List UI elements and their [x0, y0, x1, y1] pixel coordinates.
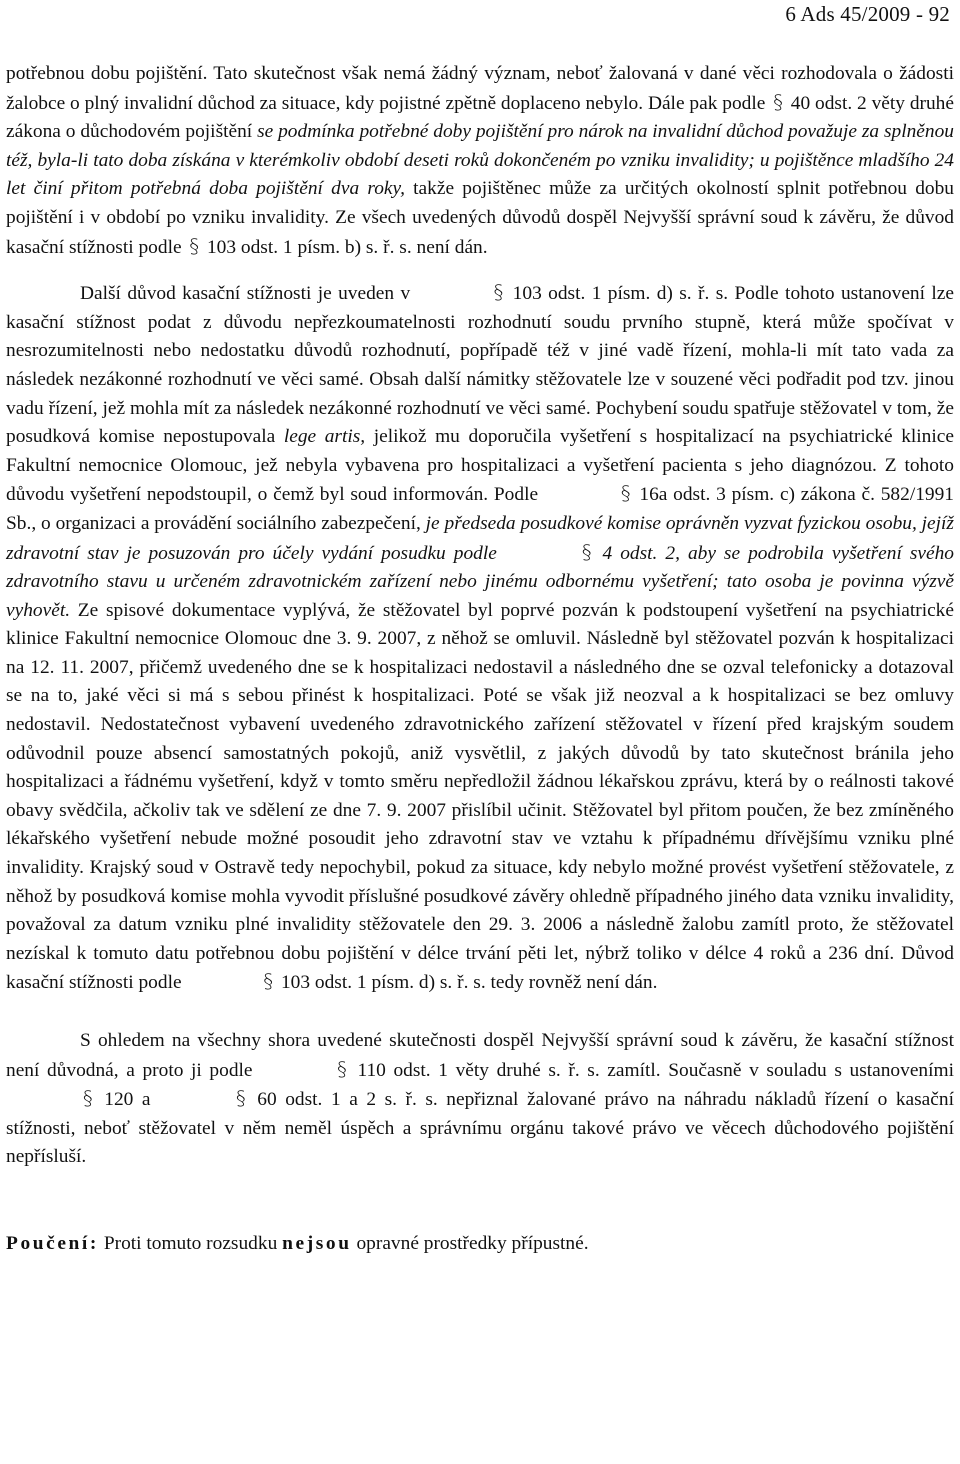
- text-run: jelikož mu doporučila vyšetření s hospitalizací na psychiatrické klinice Fakultní nemocnice Olomouc, jež nebyla vybavena pro hospitalizaci a vyšetření pacienta s jeho diagnózou. Z tohoto důvodu vyšetření nepodstoupil, o čemž byl soud informován. Podle: [6, 426, 954, 506]
- section-sign: §: [263, 970, 274, 994]
- section-sign: §: [337, 1057, 347, 1081]
- text-run: 40 odst. 2 věty druhé zákona o důchodovém pojištění: [6, 92, 954, 143]
- emphasis-word: nejsou: [282, 1232, 352, 1254]
- text-run: 16a odst. 3 písm. c) zákona č. 582/1991 Sb., o organizaci a provádění sociálního zabezpečení,: [6, 484, 954, 534]
- text-run: 120 a: [104, 1089, 151, 1111]
- text-run: Proti tomuto rozsudku: [103, 1232, 278, 1254]
- italic-term: lege artis,: [283, 426, 366, 448]
- paragraph-conclusion: [6, 1027, 954, 1172]
- case-reference: 6 Ads 45/2009 - 92: [785, 2, 950, 26]
- italic-quote: je předseda posudkové komise oprávněn vyzvat fyzickou osobu, jejíž zdravotní stav je posuzován pro účely vydání posudku podle: [6, 512, 954, 564]
- instruction-note: [6, 1230, 954, 1259]
- section-sign: §: [83, 1087, 93, 1111]
- italic-quote: 4 odst. 2, aby se podrobila vyšetření svého zdravotního stavu u určeném zdravotnickém zařízení nebo jinému odbornému vyšetření; tato osoba je povinna výzvě vyhovět.: [6, 542, 954, 621]
- text-run: takže pojištěnec může za určitých okolností splnit potřebnou dobu pojištění i v období po vzniku invalidity. Ze všech uvedených důvodů dospěl Nejvyšší správní soud k závěru, že důvod kasační stížnosti podle: [6, 178, 954, 258]
- text-run: Další důvod kasační stížnosti je uveden v: [80, 283, 411, 305]
- paragraph-pension-insurance: [6, 60, 954, 262]
- section-sign: §: [581, 540, 592, 564]
- paragraph-second-ground: [6, 279, 954, 998]
- section-sign: §: [620, 482, 631, 506]
- italic-quote: se podmínka potřebné doby pojištění pro nárok na invalidní důchod považuje za splněnou též, byla-li tato doba získána v kterémkoliv období deseti roků dokončeném po vzniku invalidity; u pojištěnce mladšího 24 let činí přitom potřebná doba pojištění dva roky,: [6, 121, 954, 200]
- document-body: [6, 60, 954, 1259]
- text-run: 103 odst. 1 písm. d) s. ř. s. tedy rovněž není dán.: [280, 972, 658, 994]
- section-sign: §: [236, 1087, 246, 1111]
- instruction-label: Poučení:: [6, 1232, 99, 1254]
- section-sign: §: [189, 234, 200, 258]
- text-run: S ohledem na všechny shora uvedené skutečnosti dospěl Nejvyšší správní soud k závěru, že kasační stížnost není důvodná, a proto ji podle: [6, 1030, 954, 1081]
- section-sign: §: [493, 281, 504, 305]
- section-sign: §: [773, 90, 783, 114]
- text-run: 103 odst. 1 písm. d) s. ř. s. Podle tohoto ustanovení lze kasační stížnost podat z důvodu nepřezkoumatelnosti rozhodnutí soudu prvního stupně, která může spočívat v nesrozumitelnosti nebo nedostatku důvodů rozhodnutí, popřípadě též v jiné vadě řízení, mohla-li mít tato vada za následek nezákonné rozhodnutí ve věci samé. Obsah další námitky stěžovatele lze v souzené věci podřadit pod tzv. jinou vadu řízení, jež mohla mít za následek nezákonné rozhodnutí ve věci samé. Pochybení soudu spatřuje stěžovatel v tom, že posudková komise nepostupovala: [6, 283, 954, 448]
- text-run: 60 odst. 1 a 2 s. ř. s. nepřiznal žalované právo na náhradu nákladů řízení o kasační stížnosti, neboť stěžovatel v něm neměl úspěch a správnímu orgánu takové právo ve věcech důchodového pojištění nepřísluší.: [6, 1089, 954, 1168]
- text-run: 110 odst. 1 věty druhé s. ř. s. zamítl. Současně v souladu s ustanoveními: [357, 1059, 954, 1081]
- text-run: potřebnou dobu pojištění. Tato skutečnost však nemá žádný význam, neboť žalovaná v dané věci rozhodovala o žádosti žalobce o plný invalidní důchod za situace, kdy pojistné zpětně doplaceno nebylo. Dále pak podle: [6, 63, 954, 114]
- text-run: Ze spisové dokumentace vyplývá, že stěžovatel byl poprvé pozván k podstoupení vyšetření na psychiatrické klinice Fakultní nemocnice Olomouc dne 3. 9. 2007, z něhož se omluvil. Následně byl stěžovatel pozván k hospitalizaci na 12. 11. 2007, přičemž uvedeného dne se k hospitalizaci nedostavil a následného dne se ozval telefonicky a dotazoval se na to, jaké věci si má s sebou přinést k hospitalizaci. Poté se však již neozval a k hospitalizaci se bez omluvy nedostavil. Nedostatečnost vybavení uvedeného zdravotnického zařízení stěžovatel v řízení před krajským soudem odůvodnil pouze absencí samostatných pokojů, aniž vysvětlil, z jakých důvodů by tato skutečnost bránila jeho hospitalizaci a řádnému vyšetření, když v tomto směru nepředložil žádnou lékařskou zprávu, která by o reálnosti takové obavy svědčila, ačkoliv tak ve sdělení ze dne 7. 9. 2007 přislíbil učinit. Stěžovatel byl přitom poučen, že bez zmíněného lékařského vyšetření nebude možné posoudit jeho zdravotní stav ve vztahu k případnému dřívějšímu vzniku plné invalidity. Krajský soud v Ostravě tedy nepochybil, pokud za situace, kdy nebylo možné provést vyšetření stěžovatele, z něhož by posudková komise mohla vyvodit příslušné posudkové závěry ohledně případného jiného data vzniku invalidity, považoval za datum vzniku plné invalidity stěžovatele den 29. 3. 2006 a následně žalobu zamítl proto, že stěžovatel nezískal k tomuto datu potřebnou dobu pojištění v délce trvání pěti let, nýbrž toliko v délce 4 roků a 236 dní. Důvod kasační stížnosti podle: [6, 599, 954, 994]
- text-run: opravné prostředky přípustné.: [356, 1232, 589, 1254]
- text-run: 103 odst. 1 písm. b) s. ř. s. není dán.: [206, 236, 488, 258]
